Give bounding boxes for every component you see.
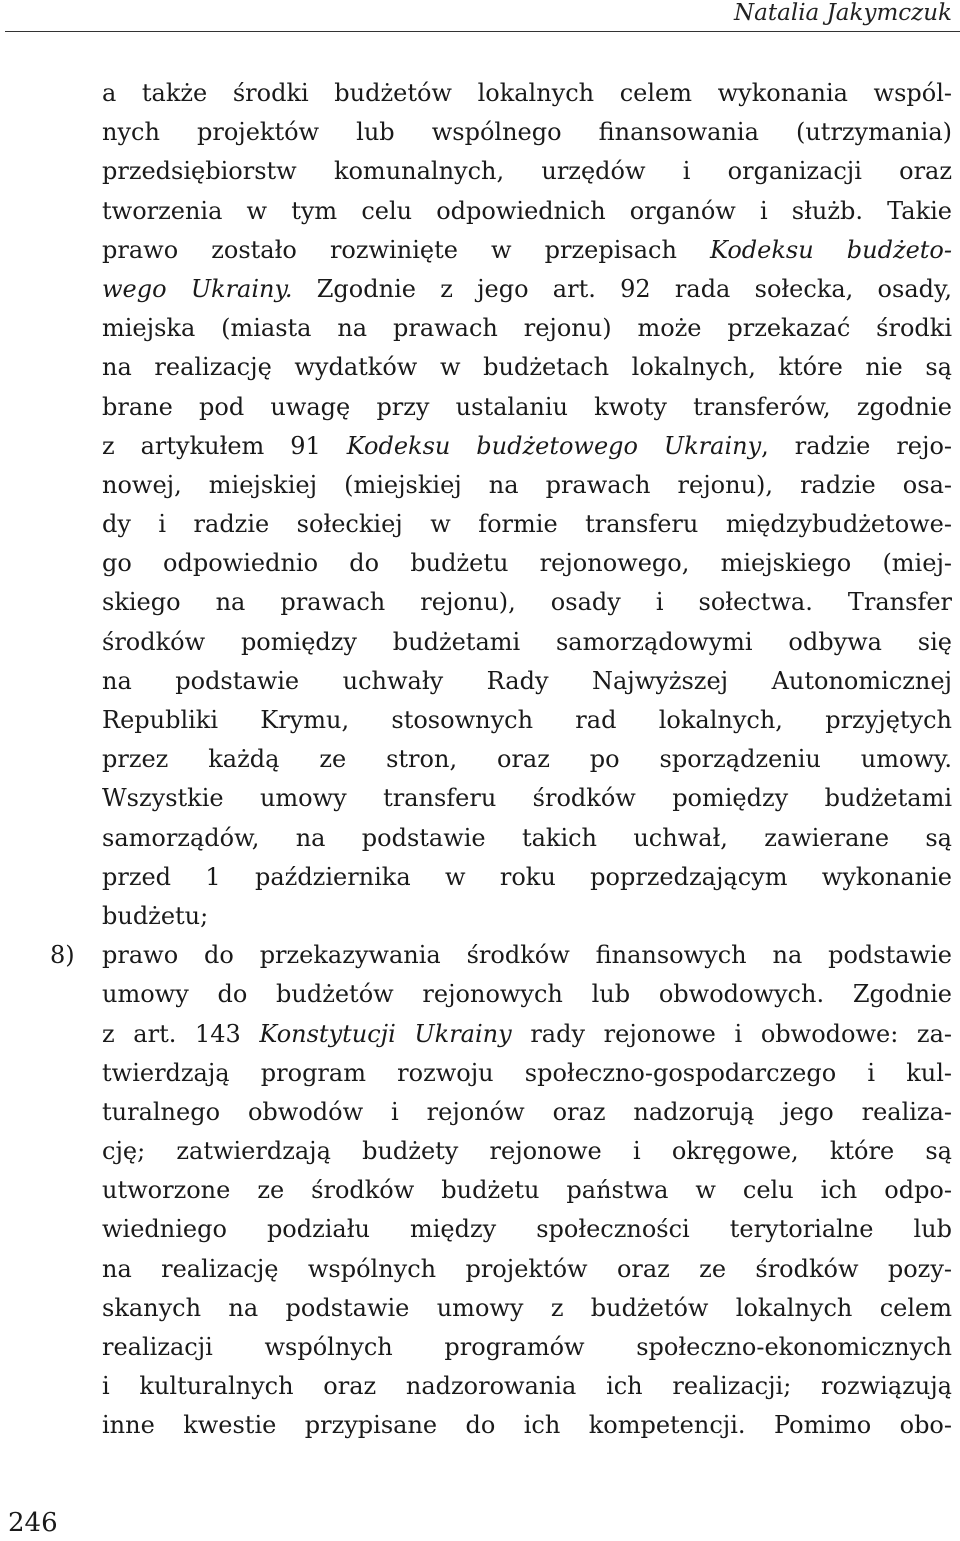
text-line [102, 1328, 952, 1367]
text-line [102, 192, 952, 231]
text-run: brane pod uwagę przy ustalaniu kwoty transferów, zgodnie [102, 392, 952, 421]
text-run: umowy do budżetów rejonowych lub obwodowych. Zgodnie [102, 980, 952, 1009]
text-run: środków pomiędzy budżetami samorządowymi odbywa się [102, 627, 952, 656]
italic-title: Kodeksu budżeto- [710, 235, 952, 264]
italic-title: Kodeksu budżetowego Ukrainy [346, 431, 762, 460]
text-line [102, 583, 952, 622]
text-line [102, 779, 952, 818]
text-line [102, 388, 952, 427]
text-run: budżetu; [102, 901, 209, 930]
paragraph-continuation [102, 74, 952, 936]
text-line [102, 858, 952, 897]
text-line [102, 309, 952, 348]
text-line [102, 936, 952, 975]
text-line [102, 113, 952, 152]
text-run: Republiki Krymu, stosownych rad lokalnych, przyjętych [102, 706, 952, 734]
text-line [102, 1015, 952, 1054]
list-item-number: 8) [50, 941, 75, 970]
text-run: wiedniego podziału między społeczności terytorialne lub [102, 1215, 952, 1244]
text-run: prawo zostało rozwinięte w przepisach [102, 235, 711, 264]
page-number: 246 [8, 1508, 58, 1538]
text-run: , radzie rejo- [761, 431, 952, 460]
text-line [102, 152, 952, 191]
text-run: skanych na podstawie umowy z budżetów lokalnych celem [102, 1293, 952, 1322]
text-run: Zgodnie z jego art. 92 rada sołecka, osady, [292, 274, 952, 303]
running-head: Natalia Jakymczuk [734, 0, 952, 26]
text-line [102, 544, 952, 583]
text-line [102, 270, 952, 309]
text-run: nych projektów lub wspólnego finansowania (utrzymania) [102, 118, 952, 147]
text-run: nowej, miejskiej (miejskiej na prawach rejonu), radzie osa- [102, 470, 952, 499]
text-run: prawo do przekazywania środków finansowych na podstawie [102, 941, 952, 970]
text-line [102, 701, 952, 740]
text-run: cję; zatwierdzają budżety rejonowe i okręgowe, które są [102, 1137, 952, 1166]
header-rule [5, 31, 960, 32]
text-run: rady rejonowe i obwodowe: za- [511, 1019, 952, 1048]
text-run: samorządów, na podstawie takich uchwał, zawierane są [102, 823, 952, 852]
text-line [102, 1210, 952, 1249]
text-run: z art. 143 [102, 1019, 260, 1048]
text-line [102, 427, 952, 466]
text-line [102, 819, 952, 858]
text-run: turalnego obwodów i rejonów oraz nadzorują jego realiza- [102, 1097, 952, 1126]
text-line [102, 1054, 952, 1093]
text-run: dy i radzie sołeckiej w formie transferu międzybudżetowe- [102, 510, 952, 539]
text-run: na realizację wydatków w budżetach lokalnych, które nie są [102, 353, 952, 382]
text-line [102, 1132, 952, 1171]
italic-title: Konstytucji Ukrainy [259, 1019, 512, 1048]
text-run: realizacji wspólnych programów społeczno-ekonomicznych [102, 1333, 952, 1361]
text-line [102, 1406, 952, 1445]
text-line [102, 1367, 952, 1406]
text-line [102, 1250, 952, 1289]
italic-title: wego Ukrainy. [102, 274, 293, 303]
text-run: przedsiębiorstw komunalnych, urzędów i organizacji oraz [102, 157, 952, 186]
text-run: przez każdą ze stron, oraz po sporządzeniu umowy. [102, 745, 952, 774]
text-line [102, 348, 952, 387]
text-line [102, 623, 952, 662]
text-run: na realizację wspólnych projektów oraz ze środków pozy- [102, 1254, 952, 1283]
text-line [102, 74, 952, 113]
text-run: tworzenia w tym celu odpowiednich organów i służb. Takie [102, 196, 952, 225]
text-run: utworzone ze środków budżetu państwa w celu ich odpo- [102, 1176, 952, 1205]
text-run: skiego na prawach rejonu), osady i sołectwa. Transfer [102, 588, 952, 617]
text-run: miejska (miasta na prawach rejonu) może przekazać środki [102, 314, 952, 343]
text-run: i kulturalnych oraz nadzorowania ich realizacji; rozwiązują [102, 1372, 952, 1401]
list-item-8 [50, 936, 952, 1445]
page-body [50, 74, 952, 1446]
text-line [102, 1289, 952, 1328]
text-line [102, 975, 952, 1014]
text-line [102, 466, 952, 505]
text-line [102, 231, 952, 270]
text-run: go odpowiednio do budżetu rejonowego, miejskiego (miej- [102, 549, 952, 578]
text-run: inne kwestie przypisane do ich kompetencji. Pomimo obo- [102, 1411, 952, 1440]
text-run: na podstawie uchwały Rady Najwyższej Autonomicznej [102, 666, 952, 695]
text-line [102, 662, 952, 701]
text-line [102, 1171, 952, 1210]
text-run: przed 1 października w roku poprzedzającym wykonanie [102, 862, 952, 891]
text-line [102, 1093, 952, 1132]
text-line [102, 505, 952, 544]
text-run: twierdzają program rozwoju społeczno-gospodarczego i kul- [102, 1058, 952, 1087]
text-run: a także środki budżetów lokalnych celem wykonania wspól- [102, 79, 952, 107]
list-item-text [102, 936, 952, 1445]
text-line [102, 897, 952, 936]
text-run: z artykułem 91 [102, 431, 347, 460]
text-run: Wszystkie umowy transferu środków pomiędzy budżetami [102, 784, 952, 813]
text-line [102, 740, 952, 779]
